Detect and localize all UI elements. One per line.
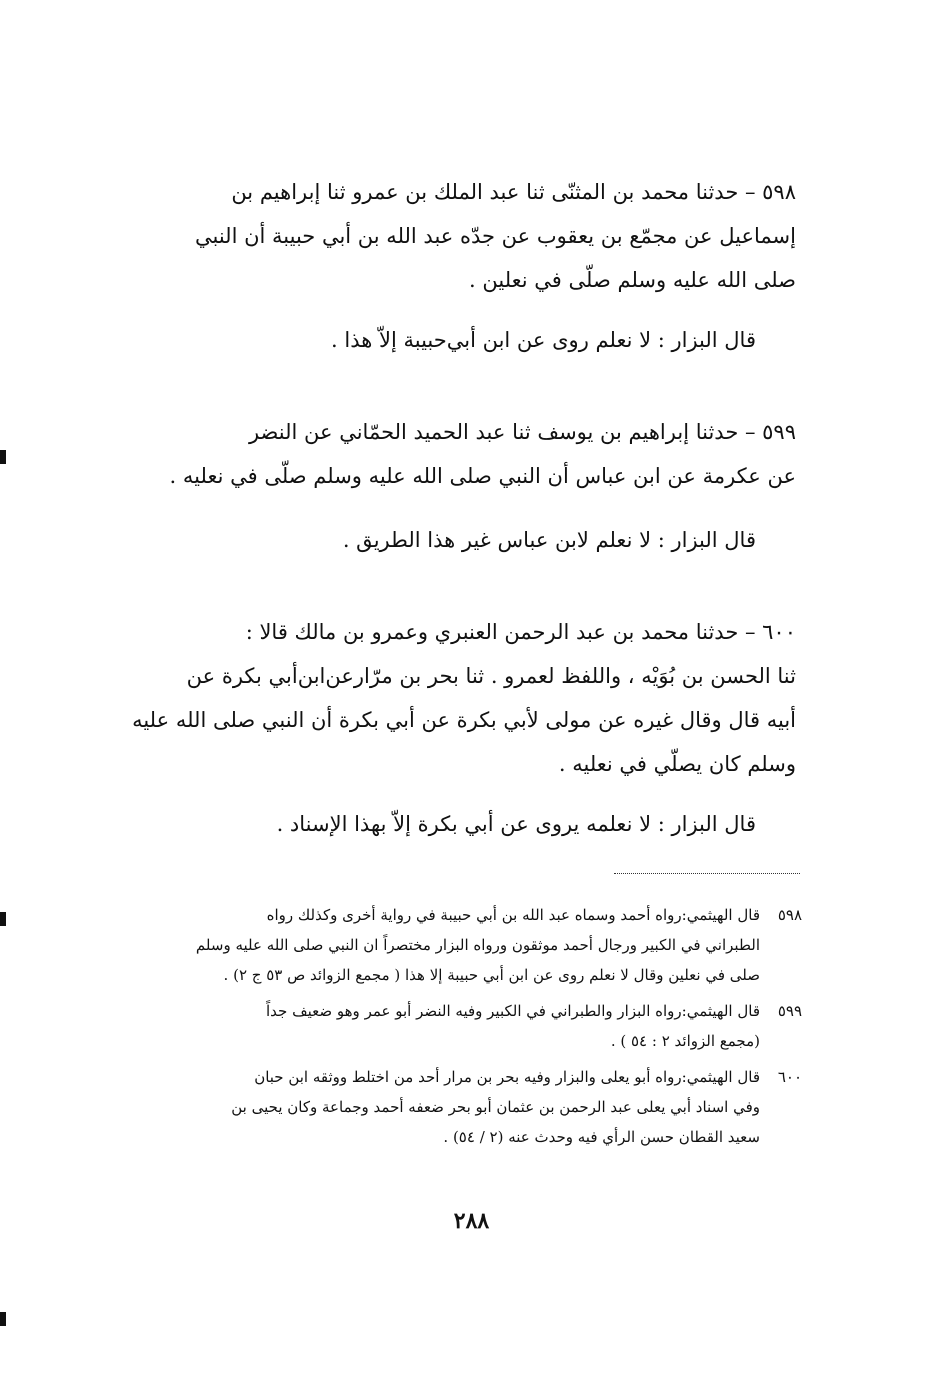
comment-line: قال البزار : لا نعلم لابن عباس غير هذا الطريق .	[342, 528, 756, 552]
bazzar-comment-599	[180, 518, 756, 562]
footnote-line: صلى في نعلين وقال لا نعلم روى عن ابن أبي حبيبة إلا هذا ( مجمع الزوائد ص ٥٣ ج ٢) .	[223, 966, 760, 984]
scan-edge-mark	[0, 912, 6, 926]
footnote-separator	[614, 873, 800, 874]
footnote-number: ٥٩٩	[777, 1002, 802, 1020]
bazzar-comment-598	[180, 318, 756, 362]
hadith-598	[130, 170, 796, 302]
scan-edge-mark	[0, 450, 6, 464]
footnote-line: قال الهيثمي:رواه البزار والطبراني في الكبير وفيه النضر أبو عمر وهو ضعيف جداً	[266, 1002, 760, 1020]
footnote-number: ٥٩٨	[777, 906, 802, 924]
scan-edge-mark	[0, 1312, 6, 1326]
comment-line: قال البزار : لا نعلم روى عن ابن أبي‌حبيبة إلاّ هذا .	[331, 328, 756, 352]
hadith-line: ثنا الحسن بن بُوَيْه ، واللفظ لعمرو . ثنا بحر بن مرّارعن‌ابن‌أبي بكرة عن	[186, 664, 796, 688]
footnote-line: (مجمع الزوائد ٢ : ٥٤ ) .	[610, 1032, 760, 1050]
hadith-600	[130, 610, 796, 786]
footnote-600	[132, 1062, 802, 1152]
hadith-line: إسماعيل عن مجمّع بن يعقوب عن جدّه عبد الله بن أبي حبيبة أن النبي	[195, 224, 796, 248]
hadith-line: صلى الله عليه وسلم صلّى في نعلين .	[469, 268, 796, 292]
footnote-number: ٦٠٠	[777, 1068, 802, 1086]
footnote-line: قال الهيثمي:رواه أحمد وسماه عبد الله بن أبي حبيبة في رواية أخرى وكذلك رواه	[266, 906, 760, 924]
page-number: ٢٨٨	[453, 1208, 490, 1234]
comment-line: قال البزار : لا نعلمه يروى عن أبي بكرة إلاّ بهذا الإسناد .	[276, 812, 756, 836]
footnote-line: سعيد القطان حسن الرأي فيه وحدث عنه (٢ / ٥٤) .	[443, 1128, 760, 1146]
footnote-line: قال الهيثمي:رواه أبو يعلى والبزار وفيه بحر بن مرار أحد من اختلط ووثقه ابن حبان	[254, 1068, 760, 1086]
hadith-line: ٦٠٠ – حدثنا محمد بن عبد الرحمن العنبري وعمرو بن مالك قالا :	[245, 620, 796, 644]
footnote-599	[132, 996, 802, 1056]
hadith-line: عن عكرمة عن ابن عباس أن النبي صلى الله عليه وسلم صلّى في نعليه .	[169, 464, 796, 488]
hadith-line: أبيه قال وقال غيره عن مولى لأبي بكرة عن أبي بكرة أن النبي صلى الله عليه	[132, 708, 796, 732]
footnotes	[132, 900, 802, 1158]
bazzar-comment-600	[180, 802, 756, 846]
footnote-line: الطبراني في الكبير ورجال أحمد موثقون ورواه البزار مختصراً ان النبي صلى الله عليه وسلم	[195, 936, 760, 954]
footnote-line: وفي اسناد أبي يعلى عبد الرحمن بن عثمان أبو بحر ضعفه أحمد وجماعة وكان يحيى بن	[231, 1098, 760, 1116]
hadith-line: ٥٩٨ – حدثنا محمد بن المثنّى ثنا عبد الملك بن عمرو ثنا إبراهيم بن	[231, 180, 796, 204]
footnote-598	[132, 900, 802, 990]
hadith-line: ٥٩٩ – حدثنا إبراهيم بن يوسف ثنا عبد الحميد الحمّاني عن النضر	[248, 420, 796, 444]
hadith-599	[130, 410, 796, 498]
hadith-line: وسلم كان يصلّي في نعليه .	[558, 752, 796, 776]
